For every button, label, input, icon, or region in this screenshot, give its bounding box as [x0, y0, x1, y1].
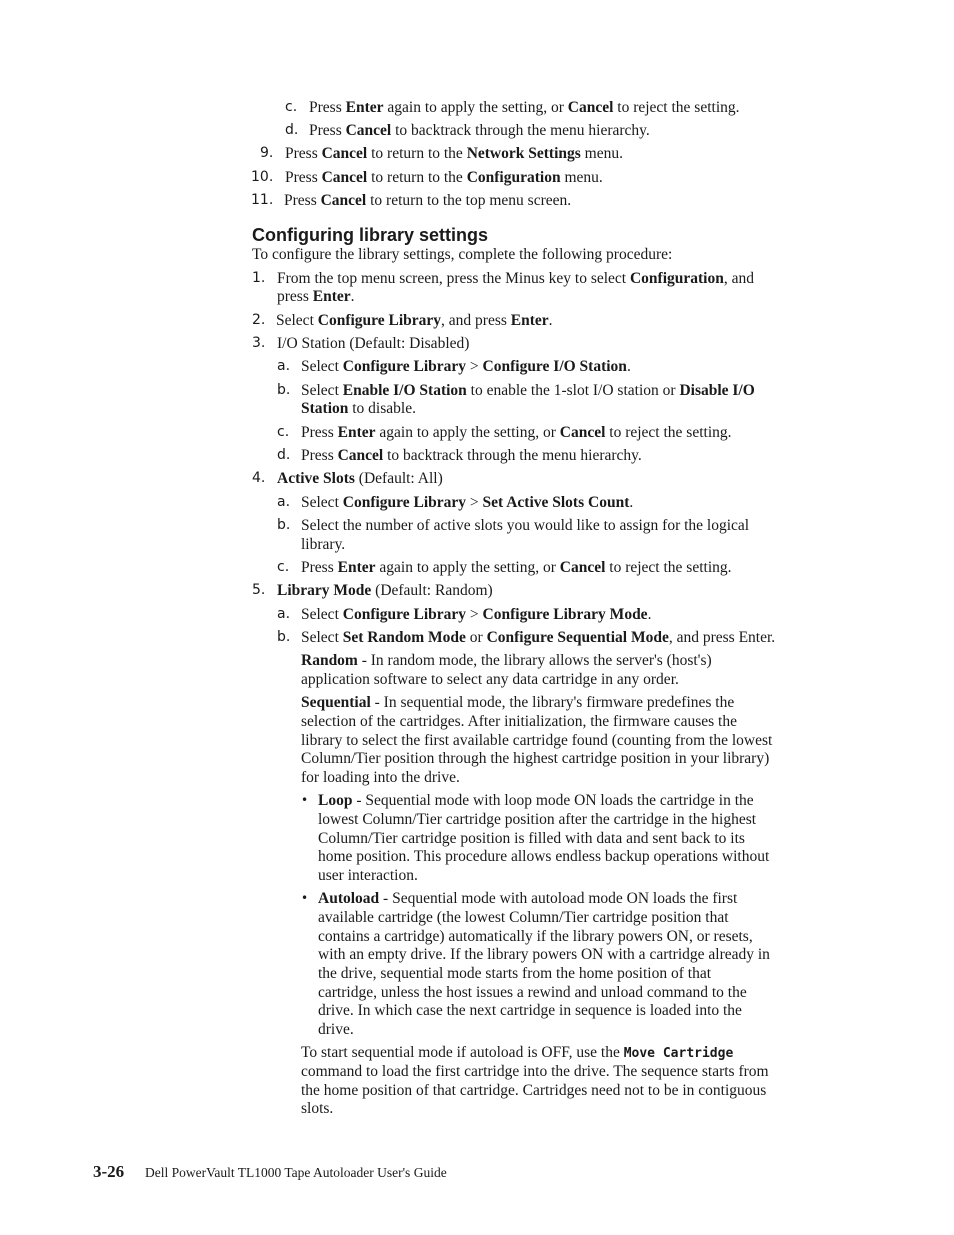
intro-text: To configure the library settings, complete the following procedure: [252, 246, 673, 263]
list-marker: 5. [252, 582, 266, 598]
list-marker: a. [277, 494, 291, 510]
list-marker: c. [277, 424, 290, 440]
bullet-marker: • [301, 793, 309, 807]
paragraph-line: for loading into the drive. [301, 769, 460, 786]
paragraph-line: drive. [318, 1021, 354, 1038]
bullet-item-autoload: Autoload - Sequential mode with autoload mode ON loads the first [318, 890, 738, 907]
list-item: From the top menu screen, press the Minus key to select Configuration, and [277, 270, 754, 287]
list-item: Select Configure Library > Configure Library Mode. [301, 606, 652, 623]
paragraph-line: cartridge, unless the host issues a rewind and unload command to the [318, 984, 747, 1001]
list-marker: c. [285, 99, 298, 115]
list-item: Press Enter again to apply the setting, or Cancel to reject the setting. [301, 424, 732, 441]
paragraph-line: home position. This procedure allows endless backup operations without [318, 848, 770, 865]
paragraph-line: the drive, sequential mode starts from the home position of that [318, 965, 712, 982]
paragraph-line: library to select the first available cartridge found (counting from the lowest [301, 732, 773, 749]
paragraph-line: command to load the first cartridge into the drive. The sequence starts from [301, 1063, 769, 1080]
list-marker: 11. [251, 192, 274, 208]
document-title: Dell PowerVault TL1000 Tape Autoloader User's Guide [145, 1165, 447, 1180]
paragraph-line: contains a cartridge) automatically if the library powers ON, or resets, [318, 928, 753, 945]
paragraph-line: the home position of that cartridge. Cartridges need not to be in contiguous [301, 1082, 767, 1099]
section-heading: Configuring library settings [252, 225, 489, 245]
command-name: Move Cartridge [623, 1046, 734, 1061]
paragraph-line: lowest Column/Tier cartridge position after the cartridge in the highest [318, 811, 757, 828]
list-marker: d. [277, 447, 291, 463]
list-item: Select Configure Library > Set Active Slots Count. [301, 494, 634, 511]
list-item: Press Cancel to return to the Network Settings menu. [285, 145, 623, 162]
paragraph-line: with an empty drive. If the library powers ON with a cartridge already in [318, 946, 770, 963]
list-item-continuation: library. [301, 536, 346, 553]
list-item: Select Configure Library > Configure I/O Station. [301, 358, 631, 375]
paragraph-line: application software to select any data cartridge in any order. [301, 671, 679, 688]
list-item-continuation: press Enter. [277, 288, 355, 305]
list-item: Press Cancel to return to the top menu screen. [284, 192, 572, 209]
list-marker: b. [277, 517, 291, 533]
list-item: Library Mode (Default: Random) [277, 582, 493, 599]
list-item: Press Cancel to backtrack through the menu hierarchy. [309, 122, 650, 139]
paragraph-line: user interaction. [318, 867, 418, 884]
list-marker: d. [285, 122, 299, 138]
closing-paragraph: To start sequential mode if autoload is OFF, use the Move Cartridge [301, 1044, 734, 1061]
bullet-item-loop: Loop - Sequential mode with loop mode ON loads the cartridge in the [318, 792, 754, 809]
list-marker: 4. [252, 470, 266, 486]
list-marker: 3. [252, 335, 266, 351]
list-marker: b. [277, 629, 291, 645]
paragraph-line: selection of the cartridges. After initialization, the firmware causes the [301, 713, 737, 730]
list-marker: 10. [251, 169, 274, 185]
paragraph-line: Column/Tier cartridge position is filled with data and sent back to its [318, 830, 745, 847]
list-item: I/O Station (Default: Disabled) [277, 335, 470, 352]
list-marker: c. [277, 559, 290, 575]
list-marker: 1. [252, 270, 266, 286]
list-marker: b. [277, 382, 291, 398]
paragraph-line: drive. In which case the next cartridge in sequence is loaded into the [318, 1002, 742, 1019]
paragraph-line: Column/Tier position through the highest cartridge position in your library) [301, 750, 770, 767]
list-item: Select Set Random Mode or Configure Sequential Mode, and press Enter. [301, 629, 776, 646]
list-item-continuation: Station to disable. [301, 400, 416, 417]
list-item: Select Configure Library, and press Enter. [276, 312, 553, 329]
list-item: Select the number of active slots you would like to assign for the logical [301, 517, 750, 534]
list-marker: 2. [252, 312, 266, 328]
page-number: 3-26 [93, 1162, 125, 1181]
list-item: Press Enter again to apply the setting, or Cancel to reject the setting. [301, 559, 732, 576]
list-item: Press Cancel to backtrack through the menu hierarchy. [301, 447, 642, 464]
paragraph-line: available cartridge (the lowest Column/Tier cartridge position that [318, 909, 729, 926]
list-item: Press Cancel to return to the Configuration menu. [285, 169, 603, 186]
sequential-mode-paragraph: Sequential - In sequential mode, the library's firmware predefines the [301, 694, 735, 711]
list-item: Active Slots (Default: All) [277, 470, 443, 487]
list-item: Press Enter again to apply the setting, or Cancel to reject the setting. [309, 99, 740, 116]
paragraph-line: slots. [301, 1100, 334, 1117]
list-item: Select Enable I/O Station to enable the 1-slot I/O station or Disable I/O [301, 382, 755, 399]
random-mode-paragraph: Random - In random mode, the library allows the server's (host's) [301, 652, 712, 669]
list-marker: a. [277, 606, 291, 622]
list-marker: 9. [260, 145, 274, 161]
bullet-marker: • [301, 891, 309, 905]
list-marker: a. [277, 358, 291, 374]
